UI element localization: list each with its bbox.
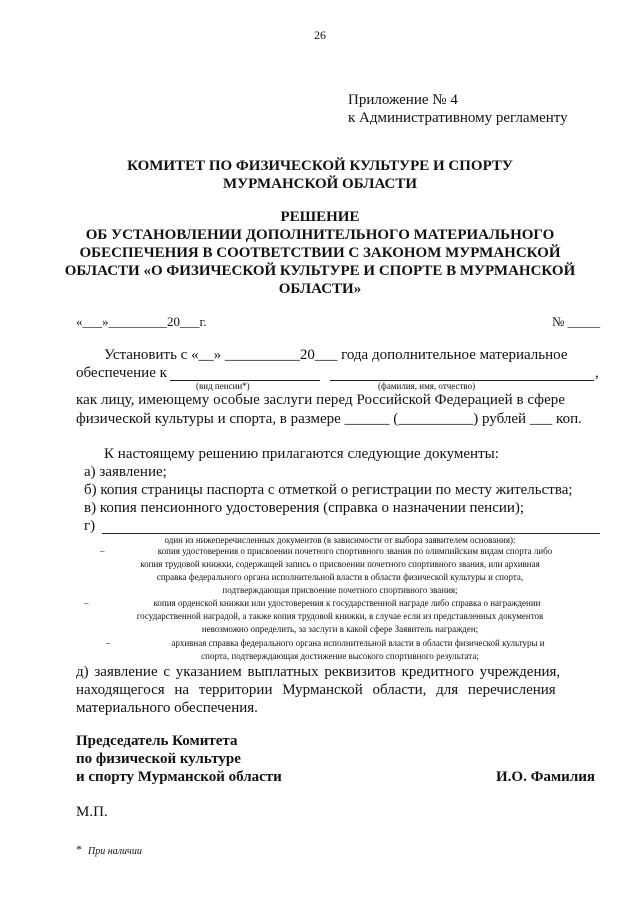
note-line: справка федерального органа исполнительной власти в области физической культуры и спорта,: [156, 572, 524, 582]
decision-line1: ОБ УСТАНОВЛЕНИИ ДОПОЛНИТЕЛЬНОГО МАТЕРИАЛЬНОГО: [85, 227, 555, 243]
documents-intro: К настоящему решению прилагаются следующие документы:: [104, 446, 499, 462]
footnote-text: При наличии: [88, 846, 142, 857]
decision-number: № _____: [552, 314, 601, 329]
establish-line4: физической культуры и спорта, в размере ______ (__________) рублей ___ коп.: [76, 411, 582, 427]
document-g: г): [84, 518, 96, 534]
establish-line2-end: ,: [595, 365, 599, 381]
signatory-title-line2: по физической культуре: [76, 751, 241, 767]
committee-line2: МУРМАНСКОЙ ОБЛАСТИ: [222, 176, 418, 192]
signatory-name: И.О. Фамилия: [496, 769, 596, 785]
footnote-mark: *: [76, 842, 82, 856]
committee-line1: КОМИТЕТ ПО ФИЗИЧЕСКОЙ КУЛЬТУРЕ И СПОРТУ: [127, 158, 513, 174]
decision-line4: ОБЛАСТИ»: [278, 281, 362, 297]
note-line: спорта, подтверждающая достижение высокого спортивного результата;: [201, 651, 479, 661]
document-d-line3: материального обеспечения.: [76, 700, 258, 716]
decision-line2: ОБЕСПЕЧЕНИЯ В СООТВЕТСТВИИ С ЗАКОНОМ МУРМАНСКОЙ: [79, 245, 561, 261]
caption-pension-type: (вид пенсии*): [196, 381, 250, 391]
decision-date: «___»_________20___г.: [76, 314, 207, 329]
establish-line1: Установить с «__» __________20___ года дополнительное материальное: [104, 347, 568, 363]
establish-line3: как лицу, имеющему особые заслуги перед Российской Федерацией в сфере: [76, 392, 566, 408]
note-line: один из нижеперечисленных документов (в зависимости от выбора заявителем основания):: [164, 535, 516, 545]
note-line: копия удостоверения о присвоении почетного спортивного звания по олимпийским видам спорта либо: [157, 546, 553, 556]
note-line: государственной наградой, а также копия трудовой книжки, в случае если из представленных документов: [136, 611, 544, 621]
caption-full-name: (фамилия, имя, отчество): [378, 381, 476, 391]
document-b: б) копия страницы паспорта с отметкой о регистрации по месту жительства;: [84, 482, 573, 498]
note-line: архивная справка федерального органа исполнительной власти в области физической культуры и: [171, 638, 545, 648]
note-line: копия трудовой книжки, содержащей запись о присвоении почетного спортивного звания, или архивная: [140, 559, 540, 569]
signatory-title-line1: Председатель Комитета: [76, 733, 238, 749]
note-line: копия орденской книжки или удостоверения к государственной награде либо справка о награждении: [153, 598, 541, 608]
seal-placeholder: М.П.: [76, 804, 108, 820]
appendix-regulation: к Административному регламенту: [348, 110, 568, 126]
note-line: невозможно определить, за заслуги в какой сфере Заявитель награжден;: [201, 624, 479, 634]
establish-line2-start: обеспечение к: [76, 365, 167, 381]
note-dash: –: [100, 546, 105, 556]
appendix-number: Приложение № 4: [348, 92, 458, 108]
document-d-line1: д) заявление с указанием выплатных реквизитов кредитного учреждения,: [76, 664, 561, 680]
decision-line3: ОБЛАСТИ «О ФИЗИЧЕСКОЙ КУЛЬТУРЕ И СПОРТЕ В МУРМАНСКОЙ: [64, 263, 576, 279]
signatory-title-line3: и спорту Мурманской области: [76, 769, 282, 785]
decision-title: РЕШЕНИЕ: [280, 209, 360, 225]
document-v: в) копия пенсионного удостоверения (справка о назначении пенсии);: [84, 500, 525, 516]
page-number: 26: [314, 28, 326, 42]
note-dash: –: [106, 638, 111, 648]
document-a: а) заявление;: [84, 464, 167, 480]
document-d-line2: находящегося на территории Мурманской области, для перечисления: [76, 682, 556, 698]
note-line: подтверждающая присвоение почетного спортивного звания;: [222, 585, 458, 595]
note-dash: –: [84, 598, 89, 608]
